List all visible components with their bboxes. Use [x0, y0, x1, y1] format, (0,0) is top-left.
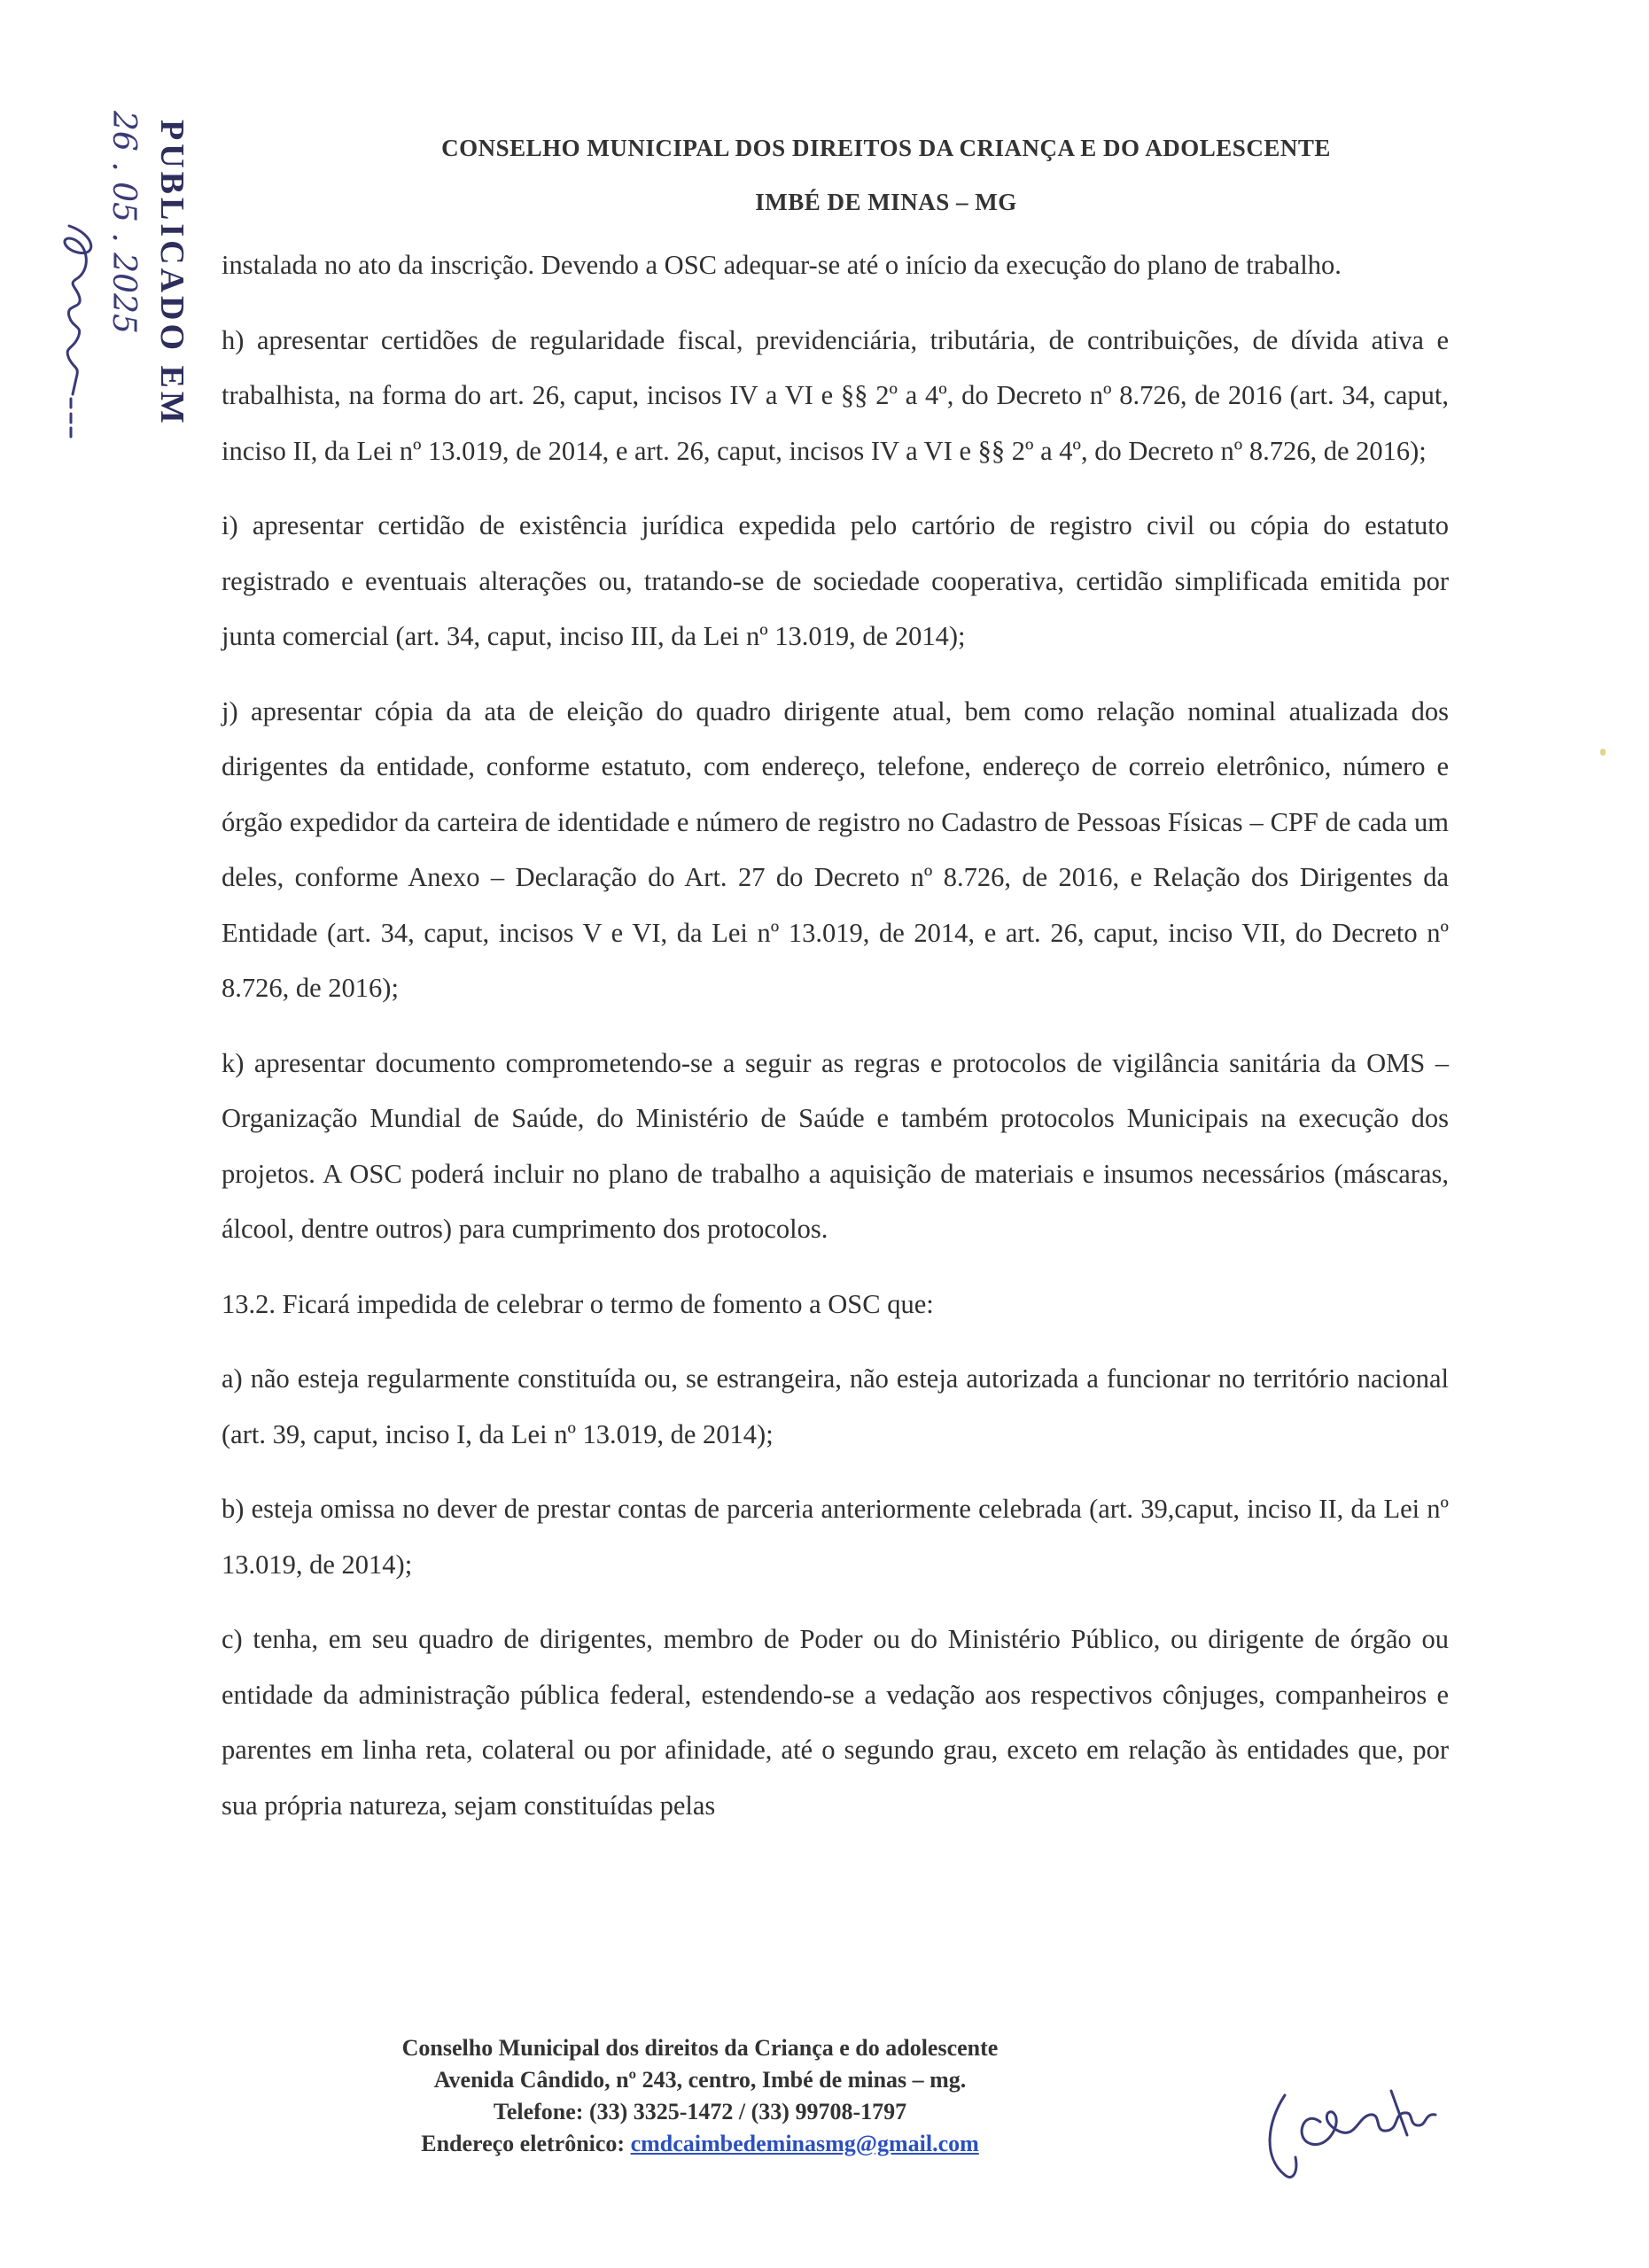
footer-email-label: Endereço eletrônico: — [421, 2131, 626, 2156]
page-footer — [266, 2032, 1134, 2160]
paragraph-b: b) esteja omissa no dever de prestar contas de parceria anteriormente celebrada (art. 39,caput, inciso II, da Lei nº 13.019, de 2014); — [222, 1494, 1449, 1580]
council-title: CONSELHO MUNICIPAL DOS DIREITOS DA CRIANÇA E DO ADOLESCENTE — [441, 135, 1331, 161]
stamp-signature-icon — [51, 217, 105, 447]
paragraph-c: c) tenha, em seu quadro de dirigentes, membro de Poder ou do Ministério Público, ou dirigente de órgão ou entidade da administração pública federal, estendendo-se a vedação aos respectivos cônjuges, companheiros e parentes em linha reta, colateral ou por afinidade, até o segundo grau, exceto em relação às entidades que, por sua própria natureza, sejam constituídas pelas — [222, 1624, 1449, 1821]
paragraph-continuation: instalada no ato da inscrição. Devendo a OSC adequar-se até o início da execução do plano de trabalho. — [222, 250, 1342, 280]
publication-stamp — [105, 111, 191, 483]
council-location: IMBÉ DE MINAS – MG — [755, 189, 1017, 215]
paragraph-i: i) apresentar certidão de existência jurídica expedida pelo cartório de registro civil ou cópia do estatuto registrado e eventuais alterações ou, tratando-se de sociedade cooperativa, certidão simplificada emitida por junta comercial (art. 34, caput, inciso III, da Lei nº 13.019, de 2014); — [222, 510, 1449, 651]
document-body — [222, 237, 1449, 1852]
footer-email-line — [266, 2128, 1134, 2160]
paragraph-13-2: 13.2. Ficará impedida de celebrar o termo de fomento a OSC que: — [222, 1288, 934, 1319]
paragraph-a: a) não esteja regularmente constituída ou, se estrangeira, não esteja autorizada a funcionar no território nacional (art. 39, caput, inciso I, da Lei nº 13.019, de 2014); — [222, 1363, 1449, 1449]
footer-phone: Telefone: (33) 3325-1472 / (33) 99708-1797 — [493, 2099, 907, 2124]
footer-email-link[interactable]: cmdcaimbedeminasmg@gmail.com — [630, 2131, 979, 2156]
paragraph-h: h) apresentar certidões de regularidade fiscal, previdenciária, tributária, de contribuições, de dívida ativa e trabalhista, na forma do art. 26, caput, incisos IV a VI e §§ 2º a 4º, do Decreto nº 8.726, de 2016 (art. 34, caput, inciso II, da Lei nº 13.019, de 2014, e art. 26, caput, incisos IV a VI e §§ 2º a 4º, do Decreto nº 8.726, de 2016); — [222, 324, 1449, 466]
footer-council-name: Conselho Municipal dos direitos da Criança e do adolescente — [401, 2035, 999, 2061]
paragraph-k: k) apresentar documento comprometendo-se a seguir as regras e protocolos de vigilância sanitária da OMS – Organização Mundial de Saúde, do Ministério de Saúde e também protocolos Municipais na execução dos projetos. A OSC poderá incluir no plano de trabalho a aquisição de materiais e insumos necessários (máscaras, álcool, dentre outros) para cumprimento dos protocolos. — [222, 1047, 1449, 1244]
stamp-date: 26 . 05 . 2025 — [105, 111, 142, 334]
scan-speck — [1600, 749, 1606, 756]
stamp-label: PUBLICADO EM — [153, 120, 191, 427]
signature-icon — [1258, 2060, 1471, 2193]
footer-address: Avenida Cândido, nº 243, centro, Imbé de minas – mg. — [433, 2067, 967, 2093]
paragraph-j: j) apresentar cópia da ata de eleição do quadro dirigente atual, bem como relação nominal atualizada dos dirigentes da entidade, conforme estatuto, com endereço, telefone, endereço de correio eletrônico, número e órgão expedidor da carteira de identidade e número de registro no Cadastro de Pessoas Físicas – CPF de cada um deles, conforme Anexo – Declaração do Art. 27 do Decreto nº 8.726, de 2016, e Relação dos Dirigentes da Entidade (art. 34, caput, incisos V e VI, da Lei nº 13.019, de 2014, e art. 26, caput, inciso VII, do Decreto nº 8.726, de 2016); — [222, 695, 1449, 1003]
